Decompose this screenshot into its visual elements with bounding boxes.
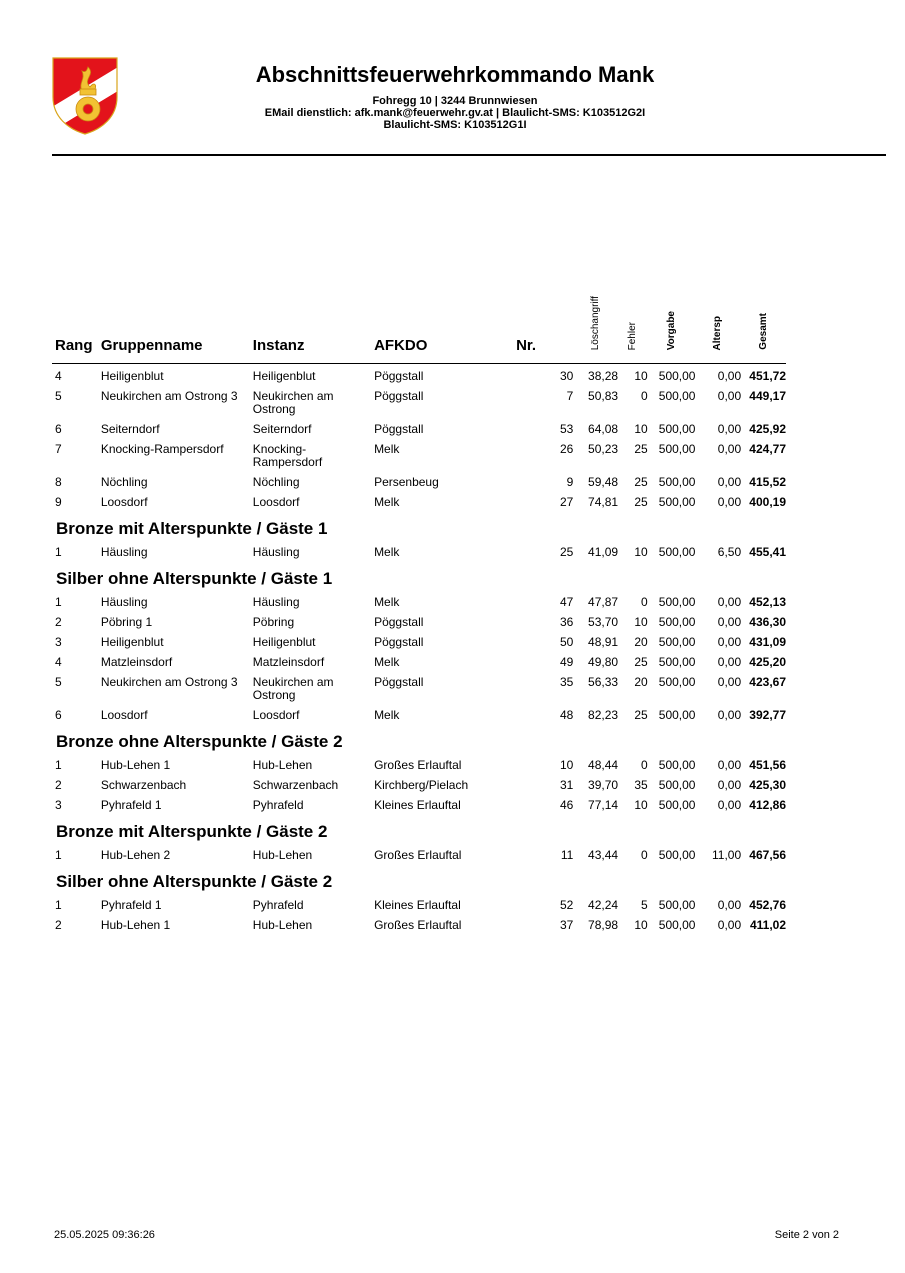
cell-altersp: 0,00 — [717, 898, 742, 912]
cell-gesamt: 424,77 — [749, 442, 786, 456]
cell-altersp: 0,00 — [717, 615, 742, 629]
cell-nr: 27 — [559, 495, 574, 509]
footer-page-number: Seite 2 von 2 — [774, 1229, 839, 1241]
cell-nr: 46 — [559, 798, 574, 812]
cell-altersp: 0,00 — [717, 389, 742, 403]
cell-fehler: 35 — [634, 778, 648, 792]
cell-rang: 6 — [55, 422, 62, 436]
header-address: Fohregg 10 | 3244 Brunnwiesen — [372, 95, 538, 107]
cell-rang: 5 — [55, 675, 62, 689]
cell-rang: 2 — [55, 615, 62, 629]
cell-afkdo: Pöggstall — [374, 422, 424, 436]
cell-gesamt: 392,77 — [749, 708, 786, 722]
section-heading — [52, 563, 786, 593]
col-rang: Rang — [52, 282, 101, 364]
results-table — [52, 282, 786, 936]
cell-rang: 1 — [55, 595, 62, 609]
table-row — [52, 916, 786, 936]
cell-fehler: 0 — [641, 758, 648, 772]
cell-vorgabe: 500,00 — [658, 898, 696, 912]
cell-instanz: Pyhrafeld — [252, 898, 304, 912]
cell-nr: 53 — [559, 422, 574, 436]
col-gesamt: Gesamt — [741, 282, 786, 364]
cell-loeschangriff: 59,48 — [588, 475, 619, 489]
cell-nr: 37 — [559, 918, 574, 932]
cell-altersp: 0,00 — [717, 595, 742, 609]
header-contact: EMail dienstlich: afk.mank@feuerwehr.gv.at | Blaulicht-SMS: K103512G2I — [264, 107, 646, 119]
section-title: Bronze mit Alterspunkte / Gäste 2 — [56, 822, 328, 841]
cell-gesamt: 452,13 — [749, 595, 786, 609]
cell-loeschangriff: 43,44 — [588, 848, 619, 862]
footer-timestamp: 25.05.2025 09:36:26 — [54, 1229, 155, 1241]
cell-gesamt: 451,56 — [749, 758, 786, 772]
cell-instanz: Neukirchen am Ostrong — [252, 675, 334, 702]
cell-fehler: 25 — [634, 442, 648, 456]
cell-fehler: 25 — [634, 655, 648, 669]
cell-gruppenname: Hub-Lehen 1 — [100, 918, 171, 932]
cell-loeschangriff: 47,87 — [588, 595, 619, 609]
cell-altersp: 0,00 — [717, 442, 742, 456]
cell-nr: 35 — [559, 675, 574, 689]
cell-vorgabe: 500,00 — [658, 635, 696, 649]
table-row — [52, 440, 786, 473]
cell-vorgabe: 500,00 — [658, 758, 696, 772]
cell-altersp: 0,00 — [717, 778, 742, 792]
cell-rang: 1 — [55, 898, 62, 912]
cell-nr: 49 — [559, 655, 574, 669]
cell-fehler: 10 — [634, 422, 648, 436]
cell-loeschangriff: 49,80 — [588, 655, 619, 669]
cell-loeschangriff: 50,23 — [588, 442, 619, 456]
cell-nr: 7 — [566, 389, 574, 403]
cell-nr: 31 — [559, 778, 574, 792]
table-row — [52, 420, 786, 440]
cell-gruppenname: Pyhrafeld 1 — [100, 898, 162, 912]
cell-vorgabe: 500,00 — [658, 422, 696, 436]
section-heading — [52, 726, 786, 756]
cell-gesamt: 425,20 — [749, 655, 786, 669]
cell-afkdo: Pöggstall — [374, 369, 424, 383]
cell-nr: 47 — [559, 595, 574, 609]
cell-instanz: Loosdorf — [252, 708, 300, 722]
table-row — [52, 633, 786, 653]
cell-gruppenname: Häusling — [100, 545, 148, 559]
cell-altersp: 0,00 — [717, 758, 742, 772]
cell-vorgabe: 500,00 — [658, 918, 696, 932]
table-row — [52, 593, 786, 613]
cell-vorgabe: 500,00 — [658, 655, 696, 669]
cell-instanz: Häusling — [252, 595, 300, 609]
cell-afkdo: Großes Erlauftal — [374, 848, 462, 862]
cell-nr: 30 — [559, 369, 574, 383]
col-afkdo: AFKDO — [374, 282, 516, 364]
cell-rang: 4 — [55, 369, 62, 383]
col-nr: Nr. — [516, 282, 573, 364]
cell-altersp: 0,00 — [717, 422, 742, 436]
cell-loeschangriff: 38,28 — [588, 369, 619, 383]
cell-fehler: 25 — [634, 495, 648, 509]
cell-afkdo: Pöggstall — [374, 635, 424, 649]
cell-loeschangriff: 64,08 — [588, 422, 619, 436]
cell-vorgabe: 500,00 — [658, 595, 696, 609]
col-vorgabe: Vorgabe — [648, 282, 696, 364]
cell-fehler: 10 — [634, 369, 648, 383]
cell-gesamt: 411,02 — [749, 918, 786, 932]
cell-vorgabe: 500,00 — [658, 369, 696, 383]
cell-gesamt: 449,17 — [749, 389, 786, 403]
cell-fehler: 10 — [634, 545, 648, 559]
cell-fehler: 5 — [641, 898, 648, 912]
cell-altersp: 0,00 — [717, 475, 742, 489]
cell-nr: 9 — [566, 475, 574, 489]
cell-gruppenname: Loosdorf — [100, 708, 148, 722]
cell-instanz: Hub-Lehen — [252, 758, 313, 772]
cell-gruppenname: Pyhrafeld 1 — [100, 798, 162, 812]
col-instanz: Instanz — [253, 282, 374, 364]
cell-gruppenname: Seiterndorf — [100, 422, 160, 436]
table-row — [52, 756, 786, 776]
cell-instanz: Knocking-Rampersdorf — [252, 442, 323, 469]
cell-vorgabe: 500,00 — [658, 495, 696, 509]
cell-vorgabe: 500,00 — [658, 545, 696, 559]
cell-gruppenname: Pöbring 1 — [100, 615, 153, 629]
cell-loeschangriff: 41,09 — [588, 545, 619, 559]
table-row — [52, 653, 786, 673]
cell-altersp: 0,00 — [717, 675, 742, 689]
cell-altersp: 6,50 — [717, 545, 742, 559]
cell-loeschangriff: 48,44 — [588, 758, 619, 772]
cell-nr: 11 — [560, 848, 574, 862]
cell-gesamt: 452,76 — [749, 898, 786, 912]
col-loeschangriff: Löschangriff — [573, 282, 618, 364]
cell-fehler: 10 — [634, 798, 648, 812]
cell-gruppenname: Matzleinsdorf — [100, 655, 173, 669]
cell-rang: 1 — [55, 848, 62, 862]
cell-instanz: Heiligenblut — [252, 635, 316, 649]
cell-loeschangriff: 42,24 — [588, 898, 619, 912]
col-altersp: Altersp — [695, 282, 741, 364]
table-row — [52, 776, 786, 796]
cell-altersp: 0,00 — [717, 369, 742, 383]
cell-nr: 48 — [559, 708, 574, 722]
cell-instanz: Pyhrafeld — [252, 798, 304, 812]
cell-instanz: Nöchling — [252, 475, 300, 489]
table-row — [52, 706, 786, 726]
cell-rang: 2 — [55, 778, 62, 792]
table-body — [52, 364, 786, 937]
cell-instanz: Matzleinsdorf — [252, 655, 325, 669]
cell-fehler: 0 — [641, 848, 648, 862]
cell-rang: 7 — [55, 442, 62, 456]
cell-nr: 36 — [559, 615, 574, 629]
cell-rang: 3 — [55, 635, 62, 649]
cell-vorgabe: 500,00 — [658, 442, 696, 456]
cell-gesamt: 425,92 — [749, 422, 786, 436]
cell-fehler: 0 — [641, 595, 648, 609]
cell-afkdo: Pöggstall — [374, 615, 424, 629]
cell-gruppenname: Nöchling — [100, 475, 148, 489]
cell-rang: 3 — [55, 798, 62, 812]
header-sms: Blaulicht-SMS: K103512G1I — [383, 119, 527, 131]
cell-fehler: 25 — [634, 475, 648, 489]
cell-vorgabe: 500,00 — [658, 615, 696, 629]
cell-fehler: 10 — [634, 918, 648, 932]
cell-nr: 25 — [559, 545, 574, 559]
cell-instanz: Schwarzenbach — [252, 778, 339, 792]
cell-loeschangriff: 74,81 — [588, 495, 619, 509]
cell-gruppenname: Häusling — [100, 595, 148, 609]
cell-nr: 26 — [559, 442, 574, 456]
cell-gruppenname: Neukirchen am Ostrong 3 — [100, 675, 238, 689]
col-gruppenname: Gruppenname — [101, 282, 253, 364]
section-heading — [52, 513, 786, 543]
cell-fehler: 10 — [634, 615, 648, 629]
cell-rang: 6 — [55, 708, 62, 722]
col-fehler: Fehler — [618, 282, 648, 364]
cell-fehler: 20 — [634, 675, 648, 689]
cell-rang: 9 — [55, 495, 62, 509]
cell-afkdo: Persenbeug — [374, 475, 439, 489]
section-title: Silber ohne Alterspunkte / Gäste 1 — [56, 569, 333, 588]
cell-altersp: 0,00 — [717, 918, 742, 932]
cell-afkdo: Melk — [374, 708, 400, 722]
cell-gesamt: 423,67 — [749, 675, 786, 689]
cell-gruppenname: Schwarzenbach — [100, 778, 187, 792]
cell-afkdo: Melk — [374, 545, 400, 559]
cell-vorgabe: 500,00 — [658, 708, 696, 722]
cell-altersp: 0,00 — [717, 798, 742, 812]
cell-instanz: Neukirchen am Ostrong — [252, 389, 334, 416]
cell-altersp: 0,00 — [717, 495, 742, 509]
cell-afkdo: Großes Erlauftal — [374, 758, 462, 772]
cell-rang: 5 — [55, 389, 62, 403]
table-row — [52, 673, 786, 706]
cell-gruppenname: Hub-Lehen 2 — [100, 848, 171, 862]
cell-gruppenname: Hub-Lehen 1 — [100, 758, 171, 772]
cell-vorgabe: 500,00 — [658, 778, 696, 792]
cell-gruppenname: Loosdorf — [100, 495, 148, 509]
cell-gesamt: 451,72 — [749, 369, 786, 383]
cell-nr: 50 — [559, 635, 574, 649]
cell-instanz: Loosdorf — [252, 495, 300, 509]
fire-brigade-emblem-icon — [52, 57, 118, 135]
cell-fehler: 0 — [641, 389, 648, 403]
cell-gruppenname: Heiligenblut — [100, 635, 164, 649]
cell-loeschangriff: 39,70 — [588, 778, 619, 792]
cell-rang: 2 — [55, 918, 62, 932]
cell-instanz: Seiterndorf — [252, 422, 312, 436]
table-row — [52, 543, 786, 563]
table-row — [52, 364, 786, 388]
cell-gesamt: 431,09 — [749, 635, 786, 649]
cell-gruppenname: Heiligenblut — [100, 369, 164, 383]
cell-loeschangriff: 78,98 — [588, 918, 619, 932]
cell-altersp: 0,00 — [717, 635, 742, 649]
table-row — [52, 613, 786, 633]
table-row — [52, 796, 786, 816]
header-divider — [52, 154, 886, 156]
table-row — [52, 473, 786, 493]
table-row — [52, 493, 786, 513]
cell-loeschangriff: 82,23 — [588, 708, 619, 722]
cell-gesamt: 412,86 — [749, 798, 786, 812]
cell-gesamt: 455,41 — [749, 545, 786, 559]
cell-loeschangriff: 48,91 — [588, 635, 619, 649]
cell-gesamt: 436,30 — [749, 615, 786, 629]
section-title: Silber ohne Alterspunkte / Gäste 2 — [56, 872, 333, 891]
cell-afkdo: Pöggstall — [374, 675, 424, 689]
cell-vorgabe: 500,00 — [658, 675, 696, 689]
cell-rang: 4 — [55, 655, 62, 669]
cell-gesamt: 400,19 — [749, 495, 786, 509]
cell-afkdo: Kirchberg/Pielach — [374, 778, 469, 792]
cell-vorgabe: 500,00 — [658, 798, 696, 812]
cell-loeschangriff: 77,14 — [588, 798, 619, 812]
cell-altersp: 0,00 — [717, 708, 742, 722]
cell-afkdo: Kleines Erlauftal — [374, 798, 461, 812]
cell-fehler: 20 — [634, 635, 648, 649]
cell-rang: 1 — [55, 758, 62, 772]
cell-rang: 8 — [55, 475, 62, 489]
table-header-row — [52, 282, 786, 364]
cell-vorgabe: 500,00 — [658, 848, 696, 862]
table-row — [52, 846, 786, 866]
cell-loeschangriff: 50,83 — [588, 389, 619, 403]
cell-rang: 1 — [55, 545, 62, 559]
cell-loeschangriff: 56,33 — [588, 675, 619, 689]
table-row — [52, 896, 786, 916]
cell-afkdo: Melk — [374, 442, 400, 456]
cell-afkdo: Melk — [374, 595, 400, 609]
cell-afkdo: Kleines Erlauftal — [374, 898, 461, 912]
table-row — [52, 387, 786, 420]
cell-gruppenname: Knocking-Rampersdorf — [100, 442, 224, 456]
cell-vorgabe: 500,00 — [658, 389, 696, 403]
cell-gesamt: 415,52 — [749, 475, 786, 489]
cell-altersp: 11,00 — [711, 848, 742, 862]
page-title: Abschnittsfeuerwehrkommando Mank — [255, 62, 655, 87]
cell-afkdo: Großes Erlauftal — [374, 918, 462, 932]
cell-loeschangriff: 53,70 — [588, 615, 619, 629]
cell-instanz: Pöbring — [252, 615, 295, 629]
cell-afkdo: Melk — [374, 495, 400, 509]
cell-nr: 10 — [559, 758, 574, 772]
cell-gruppenname: Neukirchen am Ostrong 3 — [100, 389, 238, 403]
cell-instanz: Heiligenblut — [252, 369, 316, 383]
cell-instanz: Hub-Lehen — [252, 918, 313, 932]
cell-instanz: Hub-Lehen — [252, 848, 313, 862]
cell-altersp: 0,00 — [717, 655, 742, 669]
section-title: Bronze mit Alterspunkte / Gäste 1 — [56, 519, 328, 538]
cell-fehler: 25 — [634, 708, 648, 722]
section-heading — [52, 816, 786, 846]
cell-gesamt: 425,30 — [749, 778, 786, 792]
section-heading — [52, 866, 786, 896]
cell-afkdo: Melk — [374, 655, 400, 669]
cell-afkdo: Pöggstall — [374, 389, 424, 403]
cell-instanz: Häusling — [252, 545, 300, 559]
cell-nr: 52 — [559, 898, 574, 912]
section-title: Bronze ohne Alterspunkte / Gäste 2 — [56, 732, 343, 751]
cell-gesamt: 467,56 — [749, 848, 786, 862]
cell-vorgabe: 500,00 — [658, 475, 696, 489]
